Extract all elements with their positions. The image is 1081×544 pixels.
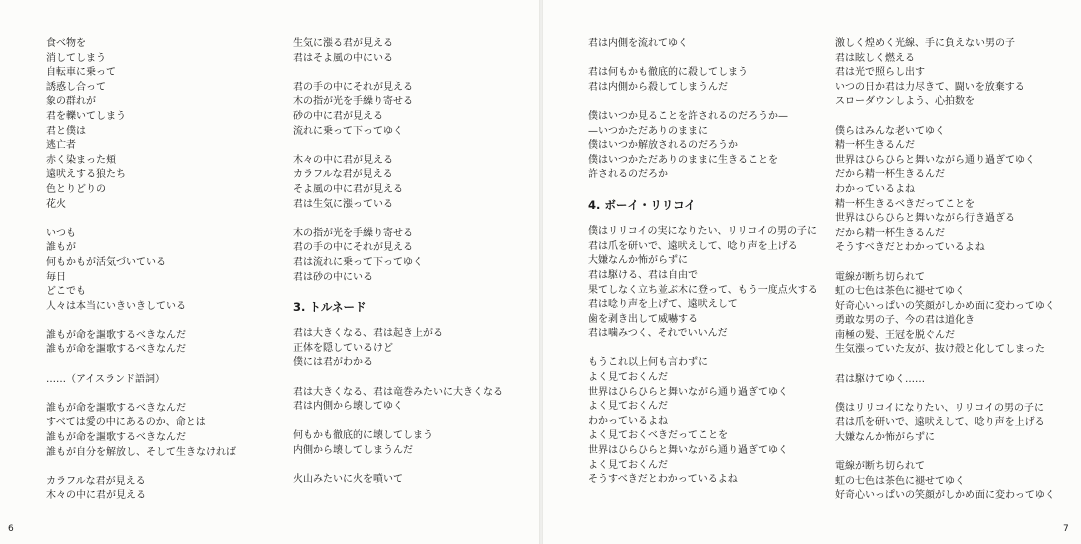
lyric-line: 虹の七色は茶色に褪せてゆく <box>835 475 965 487</box>
lyric-line: 世界はひらひらと舞いながら通り過ぎてゆく <box>835 154 1035 166</box>
lyric-line: 君と僕は <box>46 125 86 137</box>
lyric-stanza <box>835 271 1065 359</box>
lyrics-column-2 <box>293 37 523 502</box>
lyric-line: 君の手の中にそれが見える <box>293 242 413 254</box>
lyrics-column-1 <box>46 37 276 519</box>
lyric-line: 象の群れが <box>46 96 96 108</box>
lyric-line: 君を轢いてしまう <box>46 110 126 122</box>
lyric-line: カラフルな君が見える <box>46 475 146 487</box>
lyric-stanza <box>835 460 1065 504</box>
lyric-stanza <box>293 429 523 458</box>
lyric-line: 誰もが自分を解放し、そして生きなければ <box>46 446 236 458</box>
lyric-stanza <box>46 37 276 212</box>
lyric-stanza <box>293 81 523 139</box>
lyric-line: 君はそよ風の中にいる <box>293 52 393 64</box>
lyric-line: 花火 <box>46 198 66 210</box>
lyric-line: 世界はひらひらと舞いながら通り過ぎてゆく <box>588 386 788 398</box>
lyric-stanza <box>588 110 818 183</box>
lyric-stanza <box>46 227 276 315</box>
lyric-line: 生気に漲る君が見える <box>293 38 393 49</box>
lyric-line: 君は噛みつく、それでいいんだ <box>588 328 728 340</box>
lyric-line: 虹の七色は茶色に褪せてゆく <box>835 286 965 298</box>
lyric-line: 何もかも徹底的に壊してしまう <box>293 430 433 442</box>
lyric-line: そうすべきだとわかっているよね <box>588 474 738 486</box>
lyric-line: 好奇心いっぱいの笑顔がしかめ面に変わってゆく <box>835 490 1055 502</box>
lyric-line: 君は何もかも徹底的に殺してしまう <box>588 67 748 79</box>
lyric-line: —いつかただありのままに <box>588 125 708 137</box>
lyric-line: 君は内側から壊してゆく <box>293 401 403 413</box>
lyric-line: 君は内側を流れてゆく <box>588 38 688 49</box>
lyric-line: 僕はいつかただありのままに生きることを <box>588 154 778 166</box>
lyric-stanza <box>293 37 523 66</box>
lyric-stanza <box>293 154 523 212</box>
page-gutter <box>539 0 543 544</box>
lyric-line: 内側から壊してしまうんだ <box>293 445 413 457</box>
lyric-line: 君は大きくなる、君は起き上がる <box>293 328 443 340</box>
song-title: 3. トルネード <box>293 299 367 314</box>
lyric-line: 君は流れに乗って下ってゆく <box>293 256 423 268</box>
lyric-line: 君は眩しく燃える <box>835 52 915 64</box>
lyric-line: 逃亡者 <box>46 140 76 152</box>
lyric-line: 君は砂の中にいる <box>293 271 373 283</box>
lyric-line: 誘惑し合って <box>46 81 106 93</box>
lyric-line: 木々の中に君が見える <box>293 154 393 166</box>
lyric-line: 電線が断ち切られて <box>835 461 925 473</box>
page-number-right: 7 <box>1063 524 1069 534</box>
lyric-line: そうすべきだとわかっているよね <box>835 242 985 254</box>
lyric-stanza <box>588 37 818 52</box>
lyric-stanza <box>46 329 276 358</box>
lyric-line: 生気漲っていた友が、抜け殻と化してしまった <box>835 344 1045 356</box>
lyric-line: 僕はいつか解放されるのだろうか <box>588 140 738 152</box>
lyric-line: 君は光で照らし出す <box>835 67 925 79</box>
lyric-line: 誰もが命を謳歌するべきなんだ <box>46 402 186 414</box>
lyric-line: 誰もが命を謳歌するべきなんだ <box>46 432 186 444</box>
lyric-line: 誰もが命を謳歌するべきなんだ <box>46 329 186 341</box>
lyric-line: 歯を剥き出して威嚇する <box>588 313 698 325</box>
lyric-line: 木々の中に君が見える <box>46 490 146 502</box>
lyric-stanza <box>46 402 276 460</box>
lyric-line: 遠吠えする狼たち <box>46 169 126 181</box>
lyric-line: 君は駆ける、君は自由で <box>588 269 698 281</box>
lyric-line: 許されるのだろか <box>588 169 668 181</box>
lyric-line: 世界はひらひらと舞いながら通り過ぎてゆく <box>588 445 788 457</box>
lyric-line: わかっているよね <box>835 183 915 195</box>
lyric-line: ……（アイスランド語詞） <box>46 373 165 385</box>
lyric-line: 木の指が光を手繰り寄せる <box>293 96 413 108</box>
lyric-line: だから精一杯生きるんだ <box>835 227 945 239</box>
lyric-line: いつの日か君は力尽きて、闘いを放棄する <box>835 81 1025 93</box>
lyric-line: よく見ておくべきだってことを <box>588 430 728 442</box>
lyric-stanza <box>588 356 818 487</box>
lyric-stanza <box>293 327 523 371</box>
lyric-stanza <box>46 373 276 388</box>
lyric-stanza <box>293 473 523 488</box>
lyric-line: 木の指が光を手繰り寄せる <box>293 227 413 239</box>
lyric-line: 君は内側から殺してしまうんだ <box>588 81 728 93</box>
lyric-line: 食べ物を <box>46 38 86 49</box>
lyric-line: すべては愛の中にあるのか、命とは <box>46 417 206 429</box>
lyric-line: わかっているよね <box>588 415 668 427</box>
lyric-line: よく見ておくんだ <box>588 372 668 384</box>
lyric-line: よく見ておくんだ <box>588 401 668 413</box>
lyric-line: 何もかもが活気づいている <box>46 256 166 268</box>
lyric-line: 僕はリリコイの実になりたい、リリコイの男の子に <box>588 226 817 238</box>
lyrics-column-3 <box>588 37 818 502</box>
lyric-line: 世界はひらひらと舞いながら行き過ぎる <box>835 213 1015 225</box>
lyric-line: 砂の中に君が見える <box>293 110 383 122</box>
lyric-line: 果てしなく立ち並ぶ木に登って、もう一度点火する <box>588 284 818 296</box>
lyric-line: 君は生気に漲っている <box>293 198 393 210</box>
lyric-stanza <box>293 227 523 285</box>
lyric-stanza <box>588 225 818 342</box>
lyric-line: そよ風の中に君が見える <box>293 183 403 195</box>
lyric-line: 自転車に乗って <box>46 67 116 79</box>
lyric-line: 誰もが命を謳歌するべきなんだ <box>46 344 186 356</box>
lyric-line: 君は大きくなる、君は竜巻みたいに大きくなる <box>293 386 503 398</box>
lyric-line: いつも <box>46 227 76 239</box>
lyric-line: 誰もが <box>46 242 76 254</box>
lyric-line: 君は爪を研いで、遠吠えして、唸り声を上げる <box>588 240 798 252</box>
lyric-line: 僕はリリコイになりたい、リリコイの男の子に <box>835 402 1044 414</box>
lyric-line: 精一杯生きるんだ <box>835 140 915 152</box>
lyric-line: 僕はいつか見ることを許されるのだろうか— <box>588 110 788 122</box>
lyric-line: 僕らはみんな老いてゆく <box>835 125 945 137</box>
lyric-line: 流れに乗って下ってゆく <box>293 125 403 137</box>
lyric-line: どこでも <box>46 286 86 298</box>
lyric-stanza <box>835 37 1065 110</box>
lyric-stanza <box>835 402 1065 446</box>
lyric-line: 大嫌なんか怖がらずに <box>835 432 935 444</box>
lyric-line: 僕には君がわかる <box>293 357 373 369</box>
lyric-line: カラフルな君が見える <box>293 169 393 181</box>
page-number-left: 6 <box>8 524 14 534</box>
lyric-line: 電線が断ち切られて <box>835 271 925 283</box>
lyric-line: 火山みたいに火を噴いて <box>293 474 403 486</box>
lyric-line: 精一杯生きるべきだってことを <box>835 198 975 210</box>
lyric-line: だから精一杯生きるんだ <box>835 169 945 181</box>
lyric-stanza <box>293 386 523 415</box>
lyric-line: 正体を隠しているけど <box>293 342 393 354</box>
song-title: 4. ボーイ・リリコイ <box>588 197 696 212</box>
lyric-stanza <box>588 66 818 95</box>
lyric-line: 消してしまう <box>46 52 106 64</box>
lyrics-column-4 <box>835 37 1065 519</box>
lyric-line: 色とりどりの <box>46 183 106 195</box>
lyric-line: 君は唸り声を上げて、遠吠えして <box>588 299 738 311</box>
lyric-line: 激しく煌めく光線、手に負えない男の子 <box>835 38 1015 49</box>
lyric-line: スローダウンしよう、心拍数を <box>835 96 975 108</box>
lyric-line: 好奇心いっぱいの笑顔がしかめ面に変わってゆく <box>835 300 1055 312</box>
lyric-line: 南極の髪、王冠を脱ぐんだ <box>835 329 955 341</box>
lyric-stanza <box>835 373 1065 388</box>
lyric-line: 人々は本当にいきいきしている <box>46 300 186 312</box>
lyric-line: よく見ておくんだ <box>588 459 668 471</box>
lyric-line: 赤く染まった頬 <box>46 154 116 166</box>
lyric-line: 君は爪を研いで、遠吠えして、唸り声を上げる <box>835 417 1045 429</box>
lyric-line: 大嫌なんか怖がらずに <box>588 255 688 267</box>
lyric-line: 毎日 <box>46 271 66 283</box>
lyric-line: 君の手の中にそれが見える <box>293 81 413 93</box>
lyric-line: 勇敢な男の子、今の君は道化き <box>835 315 975 327</box>
lyric-line: もうこれ以上何も言わずに <box>588 357 708 369</box>
lyric-stanza <box>46 475 276 504</box>
lyric-stanza <box>835 125 1065 256</box>
lyric-line: 君は駆けてゆく…… <box>835 373 925 385</box>
